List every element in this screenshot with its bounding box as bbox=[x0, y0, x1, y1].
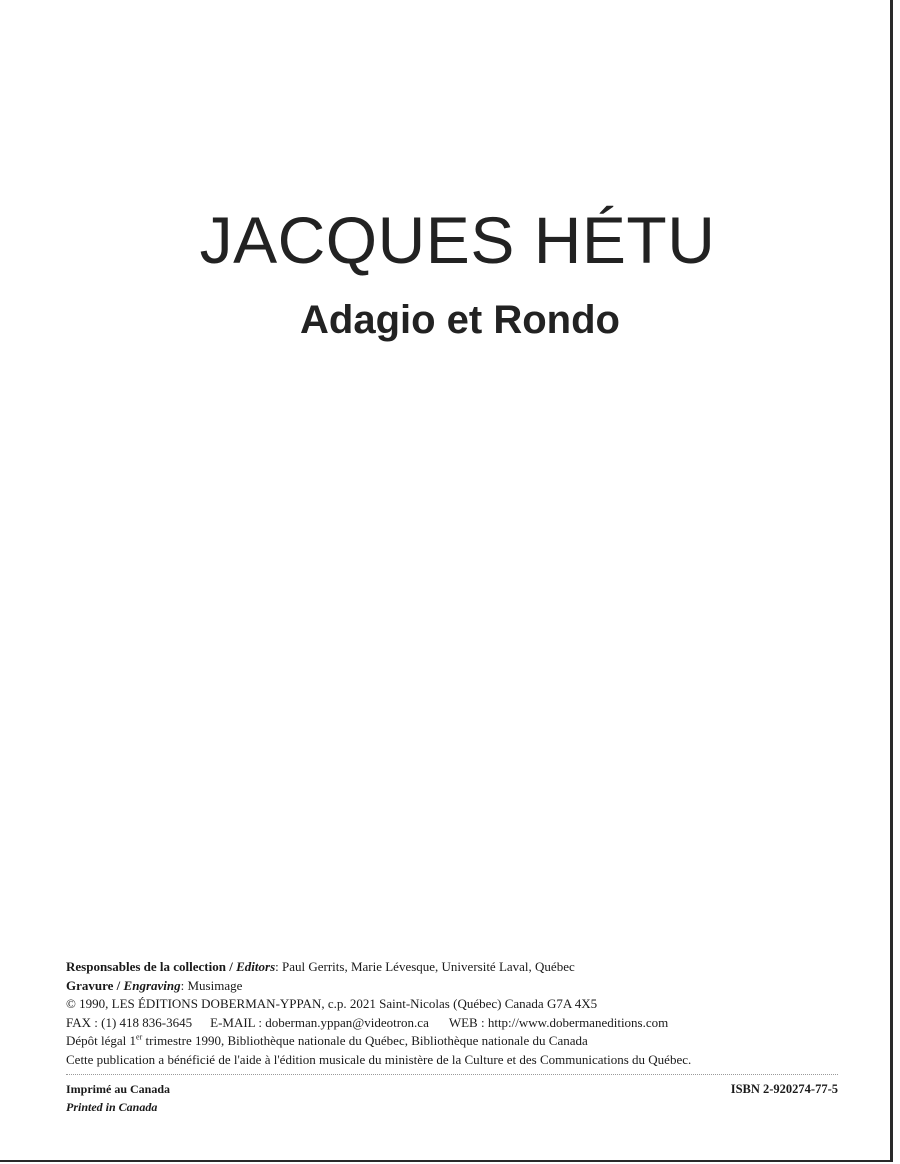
engraving-value: : Musimage bbox=[180, 977, 243, 993]
work-title: Adagio et Rondo bbox=[300, 298, 620, 342]
printed-en: Printed in Canada bbox=[66, 1100, 158, 1114]
engraving-label-fr: Gravure bbox=[66, 977, 114, 993]
web-text: WEB : http://www.dobermaneditions.com bbox=[448, 1014, 669, 1030]
dotted-divider bbox=[66, 1074, 838, 1075]
legal-deposit-line bbox=[66, 1032, 846, 1051]
engraving-separator: / bbox=[113, 977, 124, 993]
engraving-label-en: Engraving bbox=[123, 977, 181, 993]
editors-label-fr: Responsables de la collection bbox=[66, 959, 226, 974]
editors-line bbox=[66, 958, 846, 977]
imprint-block bbox=[66, 958, 846, 1069]
copyright-line: © 1990, LES ÉDITIONS DOBERMAN-YPPAN, c.p. 2021 Saint-Nicolas (Québec) Canada G7A 4X5 bbox=[66, 996, 598, 1011]
deposit-pre: Dépôt légal 1 bbox=[66, 1033, 137, 1048]
deposit-superscript: er bbox=[136, 1032, 143, 1042]
email-text: E-MAIL : doberman.yppan@videotron.ca bbox=[210, 1014, 429, 1030]
fax-text: FAX : (1) 418 836-3645 bbox=[66, 1014, 193, 1030]
isbn: ISBN 2-920274-77-5 bbox=[730, 1082, 838, 1096]
editors-separator: / bbox=[225, 959, 237, 974]
support-line: Cette publication a bénéficié de l'aide à l'édition musicale du ministère de la Culture et des Communications du Québec. bbox=[66, 1051, 692, 1067]
deposit-post: trimestre 1990, Bibliothèque nationale du Québec, Bibliothèque nationale du Canada bbox=[142, 1033, 588, 1048]
contact-line bbox=[66, 1014, 846, 1033]
editors-label-en: Editors bbox=[236, 959, 276, 974]
composer-name: JACQUES HÉTU bbox=[199, 203, 716, 277]
editors-value: : Paul Gerrits, Marie Lévesque, Université Laval, Québec bbox=[275, 959, 575, 974]
printed-in-block bbox=[66, 1080, 170, 1116]
printed-fr: Imprimé au Canada bbox=[66, 1082, 171, 1096]
engraving-line bbox=[66, 977, 846, 996]
